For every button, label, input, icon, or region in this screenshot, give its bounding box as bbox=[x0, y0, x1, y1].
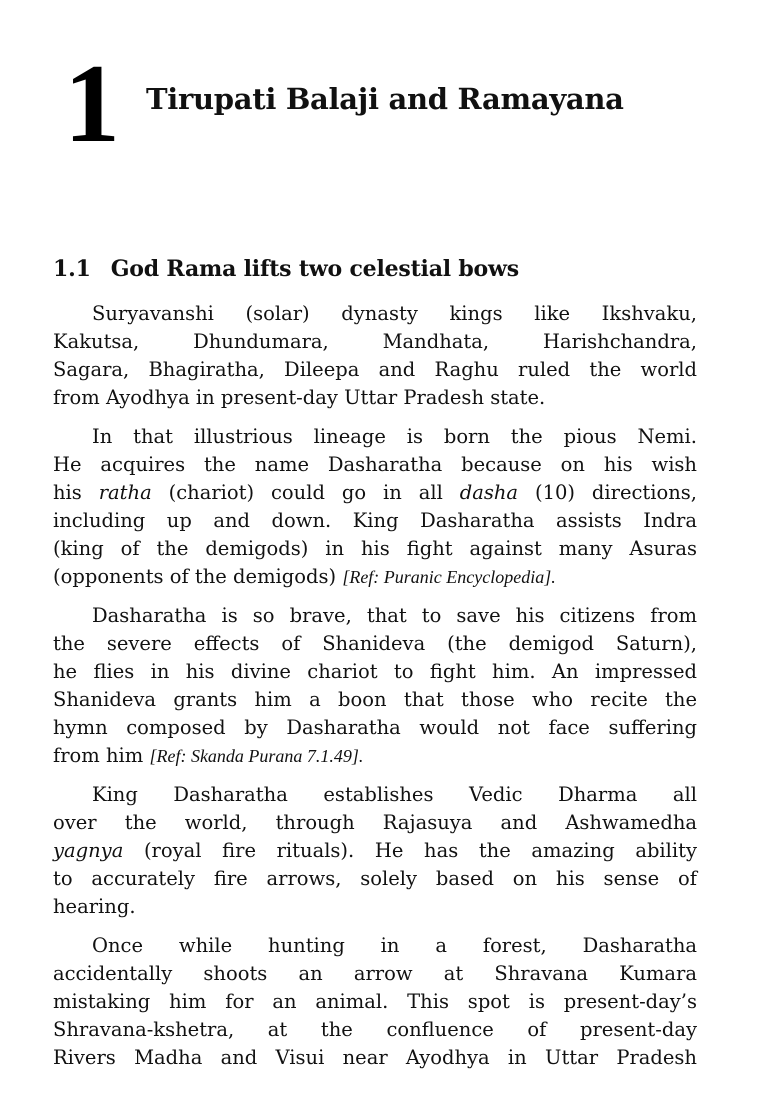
text-line bbox=[53, 507, 697, 535]
paragraph bbox=[53, 932, 697, 1072]
text-segment: Once while hunting in a forest, Dasharatha bbox=[92, 934, 697, 957]
text-segment: Sagara, Bhagiratha, Dileepa and Raghu ruled the world bbox=[53, 358, 697, 381]
text-line bbox=[53, 837, 697, 865]
text-line bbox=[53, 423, 697, 451]
section-number: 1.1 bbox=[53, 256, 91, 282]
text-segment: over the world, through Rajasuya and Ashwamedha bbox=[53, 811, 697, 834]
text-segment: from him bbox=[53, 744, 150, 767]
text-segment: Dasharatha is so brave, that to save his citizens from bbox=[92, 604, 697, 627]
text-segment: accidentally shoots an arrow at Shravana Kumara bbox=[53, 962, 697, 985]
text-line bbox=[53, 893, 697, 921]
paragraph bbox=[53, 423, 697, 591]
text-line bbox=[53, 960, 697, 988]
text-line bbox=[53, 742, 697, 770]
text-segment: his bbox=[53, 481, 99, 504]
text-segment: Kakutsa, Dhundumara, Mandhata, Harishchandra, bbox=[53, 330, 697, 353]
text-line bbox=[53, 563, 697, 591]
paragraph bbox=[53, 300, 697, 412]
paragraph bbox=[53, 781, 697, 921]
text-line bbox=[53, 932, 697, 960]
text-segment: ratha bbox=[98, 481, 152, 504]
text-segment: (chariot) could go in all bbox=[151, 481, 460, 504]
text-line bbox=[53, 781, 697, 809]
text-line bbox=[53, 1044, 697, 1072]
text-segment: Shanideva grants him a boon that those who recite the bbox=[53, 688, 697, 711]
text-segment: he flies in his divine chariot to fight him. An impressed bbox=[53, 660, 697, 683]
text-line bbox=[53, 535, 697, 563]
text-segment: Rivers Madha and Visui near Ayodhya in Uttar Pradesh bbox=[53, 1046, 697, 1069]
text-segment: yagnya bbox=[53, 839, 124, 862]
text-segment: mistaking him for an animal. This spot is present-day’s bbox=[53, 990, 697, 1013]
text-segment: hymn composed by Dasharatha would not face suffering bbox=[53, 716, 697, 739]
text-segment: (king of the demigods) in his fight against many Asuras bbox=[53, 537, 697, 560]
text-line bbox=[53, 328, 697, 356]
chapter-number: 1 bbox=[64, 42, 120, 166]
text-line bbox=[53, 809, 697, 837]
text-segment: He acquires the name Dasharatha because on his wish bbox=[53, 453, 697, 476]
text-line bbox=[53, 988, 697, 1016]
text-line bbox=[53, 1016, 697, 1044]
text-line bbox=[53, 658, 697, 686]
section-heading bbox=[53, 256, 519, 282]
text-segment: the severe effects of Shanideva (the demigod Saturn), bbox=[53, 632, 697, 655]
text-line bbox=[53, 451, 697, 479]
text-line bbox=[53, 384, 697, 412]
text-segment: (opponents of the demigods) bbox=[53, 565, 343, 588]
text-segment: to accurately fire arrows, solely based on his sense of bbox=[53, 867, 697, 890]
text-line bbox=[53, 714, 697, 742]
section-title: God Rama lifts two celestial bows bbox=[110, 256, 519, 282]
text-line bbox=[53, 865, 697, 893]
text-line bbox=[53, 686, 697, 714]
text-segment: from Ayodhya in present-day Uttar Pradesh state. bbox=[53, 386, 546, 409]
text-segment: In that illustrious lineage is born the pious Nemi. bbox=[92, 425, 697, 448]
chapter-title: Tirupati Balaji and Ramayana bbox=[146, 82, 624, 116]
reference: [Ref: Puranic Encyclopedia]. bbox=[342, 567, 556, 587]
paragraph bbox=[53, 602, 697, 770]
text-segment: King Dasharatha establishes Vedic Dharma all bbox=[92, 783, 697, 806]
text-line bbox=[53, 602, 697, 630]
text-segment: including up and down. King Dasharatha assists Indra bbox=[53, 509, 697, 532]
text-line bbox=[53, 630, 697, 658]
text-segment: dasha bbox=[459, 481, 519, 504]
text-segment: (royal fire rituals). He has the amazing ability bbox=[123, 839, 697, 862]
text-line bbox=[53, 479, 697, 507]
text-segment: Shravana-kshetra, at the confluence of present-day bbox=[53, 1018, 697, 1041]
reference: [Ref: Skanda Purana 7.1.49]. bbox=[149, 746, 364, 766]
text-segment: (10) directions, bbox=[518, 481, 697, 504]
text-segment: Suryavanshi (solar) dynasty kings like Ikshvaku, bbox=[92, 302, 697, 325]
text-line bbox=[53, 356, 697, 384]
text-segment: hearing. bbox=[53, 895, 136, 918]
text-line bbox=[53, 300, 697, 328]
body-text bbox=[53, 300, 697, 1083]
